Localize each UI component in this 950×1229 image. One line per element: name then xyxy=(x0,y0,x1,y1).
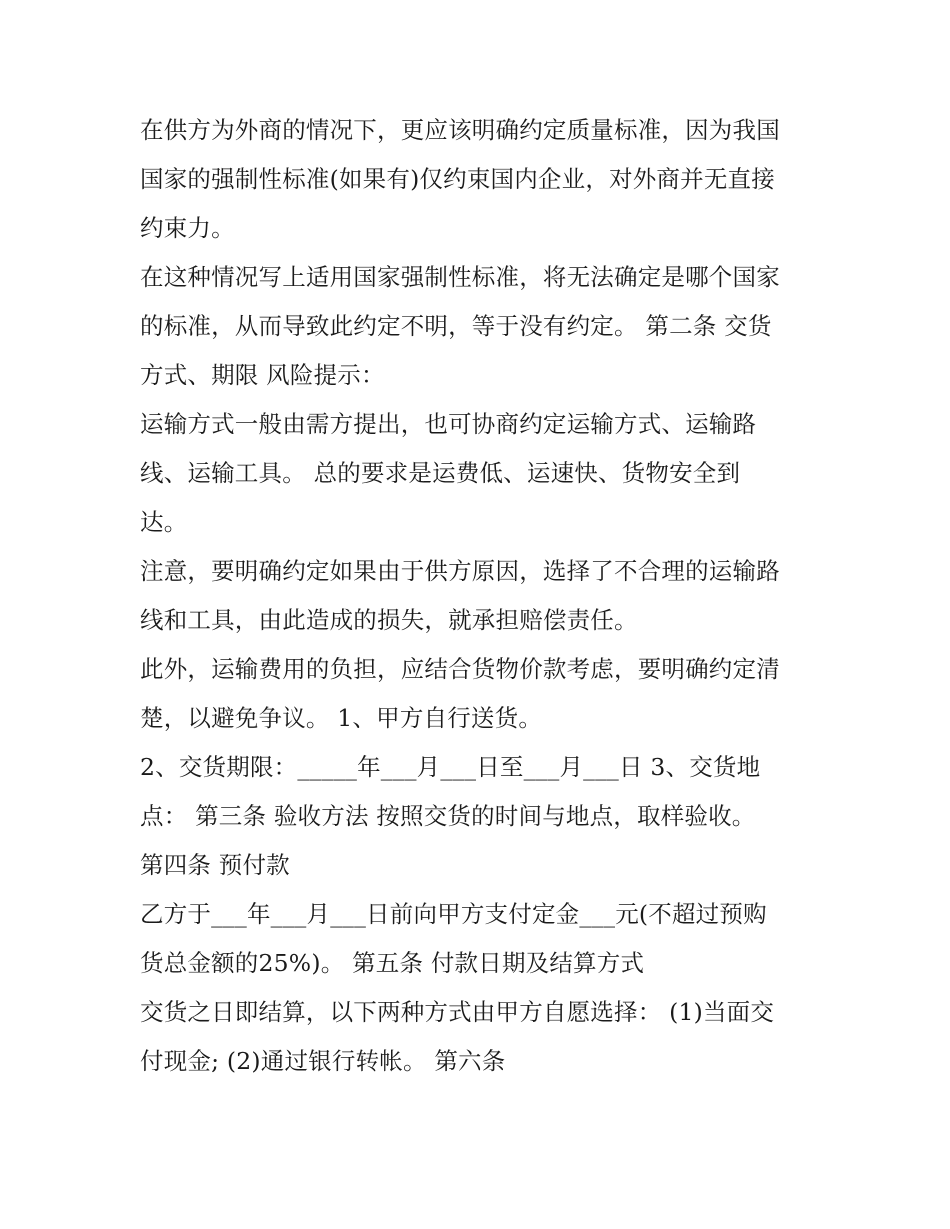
text-line: 国家的强制性标准(如果有)仅约束国内企业，对外商并无直接 xyxy=(140,165,775,193)
text-line: 点： 第三条 验收方法 按照交货的时间与地点，取样验收。 xyxy=(140,802,756,830)
text-line: 方式、期限 风险提示： xyxy=(140,361,385,389)
document-body xyxy=(140,106,830,1086)
text-line: 在这种情况写上适用国家强制性标准，将无法确定是哪个国家 xyxy=(140,263,780,291)
text-line: 运输方式一般由需方提出，也可协商约定运输方式、运输路 xyxy=(140,410,757,438)
text-line: 付现金; (2)通过银行转帐。 第六条 xyxy=(140,1047,506,1075)
text-line: 在供方为外商的情况下，更应该明确约定质量标准，因为我国 xyxy=(140,116,780,144)
text-line: 注意，要明确约定如果由于供方原因，选择了不合理的运输路 xyxy=(140,557,780,585)
text-line: 交货之日即结算，以下两种方式由甲方自愿选择： (1)当面交 xyxy=(140,998,775,1026)
text-line: 线和工具，由此造成的损失，就承担赔偿责任。 xyxy=(140,606,638,634)
text-line: 线、运输工具。 总的要求是运费低、运速快、货物安全到 xyxy=(140,459,741,487)
text-line: 货总金额的25%)。 第五条 付款日期及结算方式 xyxy=(140,949,645,977)
text-line: 此外，运输费用的负担，应结合货物价款考虑，要明确约定清 xyxy=(140,655,780,683)
text-line: 乙方于___年___月___日前向甲方支付定金___元(不超过预购 xyxy=(140,900,767,928)
text-line: 达。 xyxy=(140,508,188,536)
text-line: 楚，以避免争议。 1、甲方自行送货。 xyxy=(140,704,543,732)
text-line: 约束力。 xyxy=(140,214,235,242)
text-line: 的标准，从而导致此约定不明，等于没有约定。 第二条 交货 xyxy=(140,312,772,340)
text-line: 2、交货期限：_____年___月___日至___月___日 3、交货地 xyxy=(140,753,761,781)
text-line: 第四条 预付款 xyxy=(140,851,290,879)
